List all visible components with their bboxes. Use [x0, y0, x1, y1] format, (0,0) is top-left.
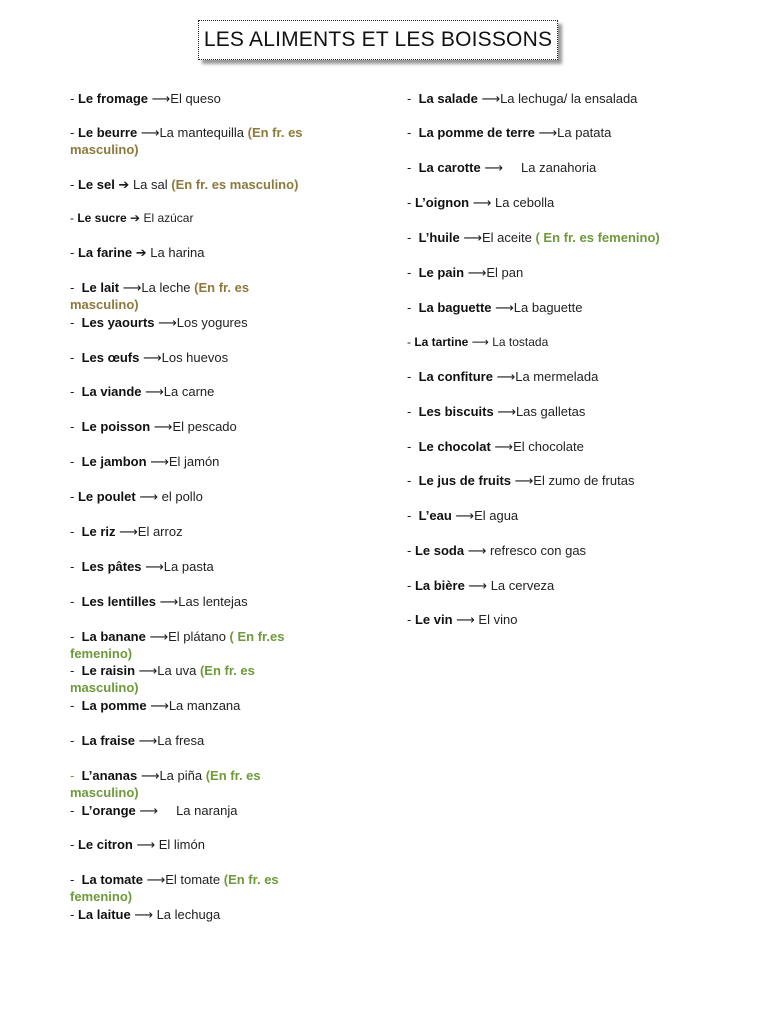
arrow-icon: ⟶ [493, 404, 516, 419]
bullet-dash: - [407, 543, 415, 558]
vocab-entry [407, 194, 737, 211]
arrow-icon: ⟶ [459, 230, 482, 245]
gender-note: (En fr. es femenino) [70, 872, 283, 904]
spanish-translation: El azúcar [143, 211, 194, 225]
spanish-translation: Los yogures [176, 315, 248, 330]
spanish-translation: La piña [159, 768, 203, 783]
bullet-dash: - [407, 335, 415, 349]
vocab-entry [70, 210, 315, 227]
bullet-dash: - [70, 280, 82, 295]
spanish-translation: La lechuga/ la ensalada [500, 91, 638, 106]
bullet-dash: - [70, 177, 78, 192]
vocab-entry [70, 802, 315, 819]
vocab-entry [407, 438, 737, 455]
spanish-translation: El pescado [172, 419, 237, 434]
arrow-icon: ➔ [126, 211, 144, 225]
vocab-entry [407, 90, 737, 107]
french-term: Le jus de fruits [418, 473, 512, 488]
arrow-icon: ⟶ [155, 594, 179, 609]
spanish-translation: El aceite [481, 230, 532, 245]
bullet-dash: - [70, 524, 82, 539]
spanish-translation: La tostada [492, 335, 549, 349]
vocab-entry [407, 577, 737, 594]
bullet-dash: - [70, 907, 78, 922]
bullet-dash: - [407, 300, 419, 315]
arrow-icon: ⟶ [146, 698, 169, 713]
french-term: Le jambon [81, 454, 147, 469]
french-term: Le citron [77, 837, 133, 852]
vocab-entry [407, 542, 737, 559]
arrow-icon: ⟶ [468, 335, 493, 349]
arrow-icon: ⟶ [141, 384, 164, 399]
french-term: Le soda [414, 543, 465, 558]
french-term: La fraise [81, 733, 136, 748]
arrow-icon: ⟶ [145, 629, 169, 644]
spanish-translation: La zanahoria [521, 160, 597, 175]
bullet-dash: - [70, 872, 82, 887]
bullet-dash: - [407, 125, 419, 140]
bullet-dash: - [407, 265, 419, 280]
vocab-entry [70, 418, 315, 435]
arrow-icon: ⟶ [511, 473, 534, 488]
bullet-dash: - [70, 91, 78, 106]
vocab-entry [70, 836, 315, 853]
french-term: Les pâtes [81, 559, 142, 574]
spanish-translation: el pollo [161, 489, 203, 504]
spanish-translation: refresco con gas [489, 543, 587, 558]
french-term: La laitue [77, 907, 131, 922]
french-term: La banane [81, 629, 146, 644]
bullet-dash: - [70, 384, 82, 399]
vocab-entry [70, 558, 315, 575]
vocab-entry [70, 279, 315, 313]
bullet-dash: - [407, 508, 419, 523]
spanish-translation: La lechuga [156, 907, 221, 922]
bullet-dash: - [407, 91, 419, 106]
spanish-translation: La cebolla [494, 195, 555, 210]
arrow-icon: ⟶ [119, 280, 142, 295]
bullet-dash: - [70, 350, 82, 365]
arrow-icon: ⟶ [135, 663, 158, 678]
vocab-entry [70, 488, 315, 505]
french-term: Le pain [418, 265, 465, 280]
vocab-entry [70, 732, 315, 749]
arrow-icon: ⟶ [464, 265, 487, 280]
french-term: Le sel [77, 177, 115, 192]
spanish-translation: La leche [141, 280, 191, 295]
french-term: Le chocolat [418, 439, 491, 454]
gender-note: (En fr. es masculino) [70, 125, 307, 157]
bullet-dash: - [407, 230, 419, 245]
arrow-icon: ⟶ [135, 803, 177, 818]
bullet-dash: - [70, 489, 78, 504]
arrow-icon: ⟶ [491, 300, 514, 315]
bullet-dash: - [70, 315, 82, 330]
french-term: Le beurre [77, 125, 138, 140]
arrow-icon: ⟶ [452, 612, 479, 627]
bullet-dash: - [70, 698, 82, 713]
bullet-dash: - [70, 837, 78, 852]
french-term: Le riz [81, 524, 116, 539]
vocab-entry [407, 159, 737, 176]
spanish-translation: El chocolate [513, 439, 584, 454]
french-term: La pomme [81, 698, 147, 713]
gender-note: (En fr. es masculino) [70, 768, 265, 800]
spanish-translation: Las galletas [515, 404, 586, 419]
french-term: La salade [418, 91, 478, 106]
vocab-entry [407, 472, 737, 489]
spanish-translation: El agua [474, 508, 519, 523]
bullet-dash: - [70, 211, 78, 225]
french-term: Le poisson [81, 419, 151, 434]
french-term: La farine [77, 245, 133, 260]
vocab-entry [407, 229, 737, 246]
vocab-entry [70, 383, 315, 400]
french-term: La tomate [81, 872, 143, 887]
arrow-icon: ⟶ [477, 91, 501, 106]
arrow-icon: ⟶ [146, 454, 169, 469]
vocab-entry [407, 403, 737, 420]
vocab-entry [70, 628, 315, 662]
arrow-icon: ⟶ [464, 543, 490, 558]
arrow-icon: ⟶ [150, 419, 173, 434]
bullet-dash: - [407, 160, 419, 175]
french-term: La viande [81, 384, 142, 399]
french-term: La confiture [418, 369, 493, 384]
gender-note: (En fr. es masculino) [70, 663, 259, 695]
french-term: La carotte [418, 160, 481, 175]
bullet-dash: - [70, 594, 82, 609]
vocab-entry [407, 264, 737, 281]
arrow-icon: ⟶ [480, 160, 522, 175]
arrow-icon: ⟶ [534, 125, 558, 140]
spanish-translation: La uva [157, 663, 197, 678]
french-term: La pomme de terre [418, 125, 535, 140]
arrow-icon: ⟶ [137, 125, 160, 140]
french-term: Les œufs [81, 350, 140, 365]
french-term: L’eau [418, 508, 452, 523]
arrow-icon: ⟶ [115, 524, 138, 539]
arrow-icon: ⟶ [130, 907, 157, 922]
french-term: L’oignon [414, 195, 470, 210]
spanish-translation: La baguette [513, 300, 583, 315]
bullet-dash: - [407, 369, 419, 384]
bullet-dash: - [70, 419, 82, 434]
spanish-translation: La patata [557, 125, 612, 140]
bullet-dash: - [70, 454, 82, 469]
bullet-dash: - [407, 473, 419, 488]
arrow-icon: ⟶ [490, 439, 514, 454]
vocab-entry [407, 507, 737, 524]
vocab-entry [70, 90, 315, 107]
french-term: Le poulet [77, 489, 136, 504]
gender-note: ( En fr. es femenino) [531, 230, 660, 245]
vocab-entry [70, 767, 315, 801]
bullet-dash: - [407, 578, 415, 593]
bullet-dash: - [70, 629, 82, 644]
arrow-icon: ⟶ [464, 578, 491, 593]
arrow-icon: ➔ [114, 177, 133, 192]
french-term: Le lait [81, 280, 120, 295]
gender-note: ( En fr.es femenino) [70, 629, 289, 661]
french-term: L’huile [418, 230, 460, 245]
spanish-translation: El arroz [137, 524, 183, 539]
bullet-dash: - [407, 612, 415, 627]
spanish-translation: La manzana [168, 698, 241, 713]
gender-note: (En fr. es masculino) [70, 280, 253, 312]
bullet-dash: - [70, 245, 78, 260]
arrow-icon: ⟶ [148, 91, 171, 106]
arrow-icon: ⟶ [141, 559, 164, 574]
vocab-entry [70, 871, 315, 905]
arrow-icon: ➔ [132, 245, 151, 260]
spanish-translation: El plátano [168, 629, 226, 644]
vocab-entry [407, 124, 737, 141]
spanish-translation: La fresa [157, 733, 205, 748]
bullet-dash: - [407, 404, 419, 419]
vocab-entry [70, 349, 315, 366]
french-term: L’ananas [81, 768, 138, 783]
vocab-entry [407, 368, 737, 385]
arrow-icon: ⟶ [154, 315, 177, 330]
vocab-entry [407, 299, 737, 316]
bullet-dash: - [70, 663, 82, 678]
arrow-icon: ⟶ [142, 872, 166, 887]
vocab-entry [70, 244, 315, 261]
arrow-icon: ⟶ [139, 350, 162, 365]
vocab-entry [70, 314, 315, 331]
vocab-entry [70, 906, 315, 923]
arrow-icon: ⟶ [135, 733, 158, 748]
spanish-translation: Las lentejas [178, 594, 248, 609]
french-term: La tartine [414, 335, 469, 349]
bullet-dash: - [407, 195, 415, 210]
gender-note: (En fr. es masculino) [167, 177, 299, 192]
french-term: La baguette [418, 300, 492, 315]
vocab-entry [70, 593, 315, 610]
arrow-icon: ⟶ [451, 508, 475, 523]
bullet-dash: - [70, 768, 82, 783]
arrow-icon: ⟶ [135, 489, 162, 504]
spanish-translation: El tomate [165, 872, 221, 887]
bullet-dash: - [70, 125, 78, 140]
spanish-translation: El vino [478, 612, 518, 627]
spanish-translation: El queso [170, 91, 221, 106]
vocab-entry [70, 124, 315, 158]
french-term: Les lentilles [81, 594, 156, 609]
spanish-translation: La harina [150, 245, 205, 260]
spanish-translation: La mantequilla [159, 125, 245, 140]
spanish-translation: El limón [158, 837, 205, 852]
arrow-icon: ⟶ [469, 195, 495, 210]
french-term: Le fromage [77, 91, 149, 106]
vocab-entry [70, 662, 315, 696]
spanish-translation: La mermelada [515, 369, 599, 384]
vocab-entry [70, 523, 315, 540]
french-term: Le raisin [81, 663, 136, 678]
french-term: La bière [414, 578, 465, 593]
bullet-dash: - [70, 733, 82, 748]
vocab-entry [70, 453, 315, 470]
arrow-icon: ⟶ [492, 369, 516, 384]
bullet-dash: - [70, 559, 82, 574]
spanish-translation: La pasta [163, 559, 214, 574]
french-term: L’orange [81, 803, 136, 818]
vocab-entry [70, 176, 315, 193]
spanish-translation: El jamón [168, 454, 220, 469]
arrow-icon: ⟶ [137, 768, 160, 783]
bullet-dash: - [70, 803, 82, 818]
french-term: Les yaourts [81, 315, 155, 330]
page-title: LES ALIMENTS ET LES BOISSONS [203, 28, 553, 51]
spanish-translation: La carne [163, 384, 215, 399]
vocab-entry [407, 611, 737, 628]
vocab-entry [70, 697, 315, 714]
vocab-entry [407, 334, 737, 351]
spanish-translation: El zumo de frutas [533, 473, 635, 488]
title-box [198, 20, 558, 60]
french-term: Les biscuits [418, 404, 494, 419]
spanish-translation: La sal [132, 177, 168, 192]
spanish-translation: La naranja [176, 803, 238, 818]
spanish-translation: La cerveza [490, 578, 555, 593]
spanish-translation: Los huevos [161, 350, 229, 365]
french-term: Le vin [414, 612, 453, 627]
bullet-dash: - [407, 439, 419, 454]
spanish-translation: El pan [486, 265, 524, 280]
arrow-icon: ⟶ [132, 837, 159, 852]
french-term: Le sucre [77, 211, 127, 225]
